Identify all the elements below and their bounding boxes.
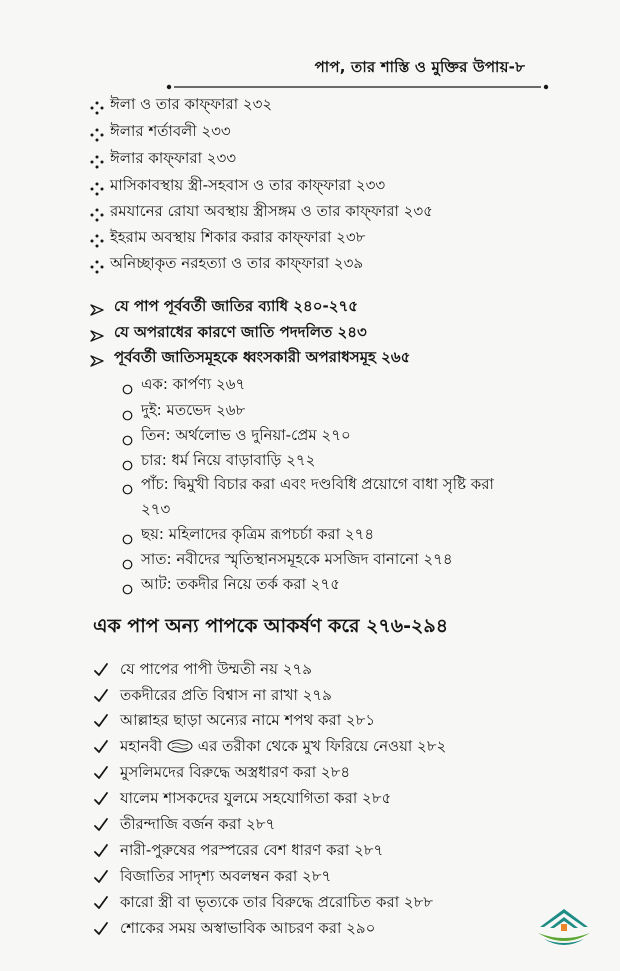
checkmark-icon <box>93 688 109 709</box>
circle-bullet-icon <box>122 530 133 550</box>
diamond-bullet-icon <box>90 100 104 120</box>
header-rule <box>165 81 550 93</box>
checkmark-icon <box>93 895 109 916</box>
list-item-text: ঈলার শর্তাবলী ২৩৩ <box>110 122 231 140</box>
checkmark-icon <box>93 921 109 942</box>
list-item-text: তিন: অর্থলোভ ও দুনিয়া-প্রেম ২৭০ <box>141 426 351 444</box>
mahanabi-label: মহানবী <box>120 737 163 755</box>
diamond-bullet-icon <box>90 154 104 174</box>
list-item-text <box>120 736 446 756</box>
checkmark-icon <box>93 817 109 838</box>
circle-bullet-icon <box>122 431 133 451</box>
circle-bullet-icon <box>122 480 133 500</box>
list-item-text: রমযানের রোযা অবস্থায় স্ত্রীসঙ্গম ও তার কাফ্ফারা ২৩৫ <box>110 202 433 220</box>
checkmark-icon <box>93 869 109 890</box>
list-item-text: তকদীরের প্রতি বিশ্বাস না রাখা ২৭৯ <box>120 686 332 704</box>
diamond-bullet-icon <box>90 233 104 253</box>
list-item-text: যালেম শাসকদের যুলমে সহযোগিতা করা ২৮৫ <box>120 789 392 807</box>
list-item-text: আল্লাহর ছাড়া অন্যের নামে শপথ করা ২৮১ <box>120 711 376 729</box>
list-item-text: যে অপরাধের কারণে জাতি পদদলিত ২৪৩ <box>114 323 367 341</box>
running-header-title: পাপ, তার শাস্তি ও মুক্তির উপায়-৮ <box>314 58 525 76</box>
section-heading: এক পাপ অন্য পাপকে আকর্ষণ করে ২৭৬-২৯৪ <box>93 615 449 637</box>
list-item-text: অনিচ্ছাকৃত নরহত্যা ও তার কাফ্ফারা ২৩৯ <box>110 254 364 272</box>
diamond-bullet-icon <box>90 127 104 147</box>
diamond-bullet-icon <box>90 259 104 279</box>
publisher-logo-icon <box>534 905 594 953</box>
list-item-text: ঈলার কাফ্ফারা ২৩৩ <box>110 149 236 167</box>
checkmark-icon <box>93 791 109 812</box>
list-item-text: মুসলিমদের বিরুদ্ধে অস্ত্রধারণ করা ২৮৪ <box>120 763 351 781</box>
arrowhead-bullet-icon <box>90 301 104 321</box>
list-item-text: ঈলা ও তার কাফ্ফারা ২৩২ <box>110 95 273 113</box>
list-item-text: পূর্ববর্তী জাতিসমূহকে ধ্বংসকারী অপরাধসমূহ ২৬৫ <box>114 348 411 366</box>
diamond-bullet-icon <box>90 207 104 227</box>
list-item-text: ২৭৩ <box>141 500 171 518</box>
list-item-text: চার: ধর্ম নিয়ে বাড়াবাড়ি ২৭২ <box>141 451 316 469</box>
list-item-text: নারী-পুরুষের পরস্পরের বেশ ধারণ করা ২৮৭ <box>120 841 384 859</box>
list-item-text: যে পাপ পূর্ববর্তী জাতির ব্যাধি ২৪০-২৭৫ <box>114 297 358 315</box>
circle-bullet-icon <box>122 580 133 600</box>
checkmark-icon <box>93 765 109 786</box>
checkmark-icon <box>93 843 109 864</box>
list-item-text: যে পাপের পাপী উম্মতী নয় ২৭৯ <box>120 660 312 678</box>
list-item-text: ছয়: মহিলাদের কৃত্রিম রূপচর্চা করা ২৭৪ <box>141 525 375 543</box>
list-item-text: কারো স্ত্রী বা ভৃত্যকে তার বিরুদ্ধে প্ররোচিত করা ২৮৮ <box>120 893 434 911</box>
arrowhead-bullet-icon <box>90 327 104 347</box>
list-item-text: পাঁচ: দ্বিমুখী বিচার করা এবং দণ্ডবিধি প্রয়োগে বাধা সৃষ্টি করা <box>141 475 494 493</box>
list-item-text: ইহরাম অবস্থায় শিকার করার কাফ্ফারা ২৩৮ <box>110 228 366 246</box>
checkmark-icon <box>93 713 109 734</box>
list-item-text: মাসিকাবস্থায় স্ত্রী-সহবাস ও তার কাফ্ফারা ২৩৩ <box>110 176 386 194</box>
salutation-seal-icon <box>167 739 193 753</box>
list-item-text: শোকের সময় অস্বাভাবিক আচরণ করা ২৯০ <box>120 919 376 937</box>
list-item-text: দুই: মতভেদ ২৬৮ <box>141 401 246 419</box>
circle-bullet-icon <box>122 456 133 476</box>
circle-bullet-icon <box>122 555 133 575</box>
checkmark-icon <box>93 662 109 683</box>
list-item-text: এক: কার্পণ্য ২৬৭ <box>141 375 246 393</box>
list-item-text: বিজাতির সাদৃশ্য অবলম্বন করা ২৮৭ <box>120 867 332 885</box>
list-item-text: সাত: নবীদের স্মৃতিস্থানসমূহকে মসজিদ বানানো ২৭৪ <box>141 550 453 568</box>
list-item-text: তীরন্দাজি বর্জন করা ২৮৭ <box>120 815 276 833</box>
circle-bullet-icon <box>122 406 133 426</box>
diamond-bullet-icon <box>90 181 104 201</box>
list-item-tail: এর তরীকা থেকে মুখ ফিরিয়ে নেওয়া ২৮২ <box>197 737 447 755</box>
checkmark-icon <box>93 739 109 760</box>
arrowhead-bullet-icon <box>90 352 104 372</box>
circle-bullet-icon <box>122 380 133 400</box>
list-item-text: আট: তকদীর নিয়ে তর্ক করা ২৭৫ <box>141 575 340 593</box>
